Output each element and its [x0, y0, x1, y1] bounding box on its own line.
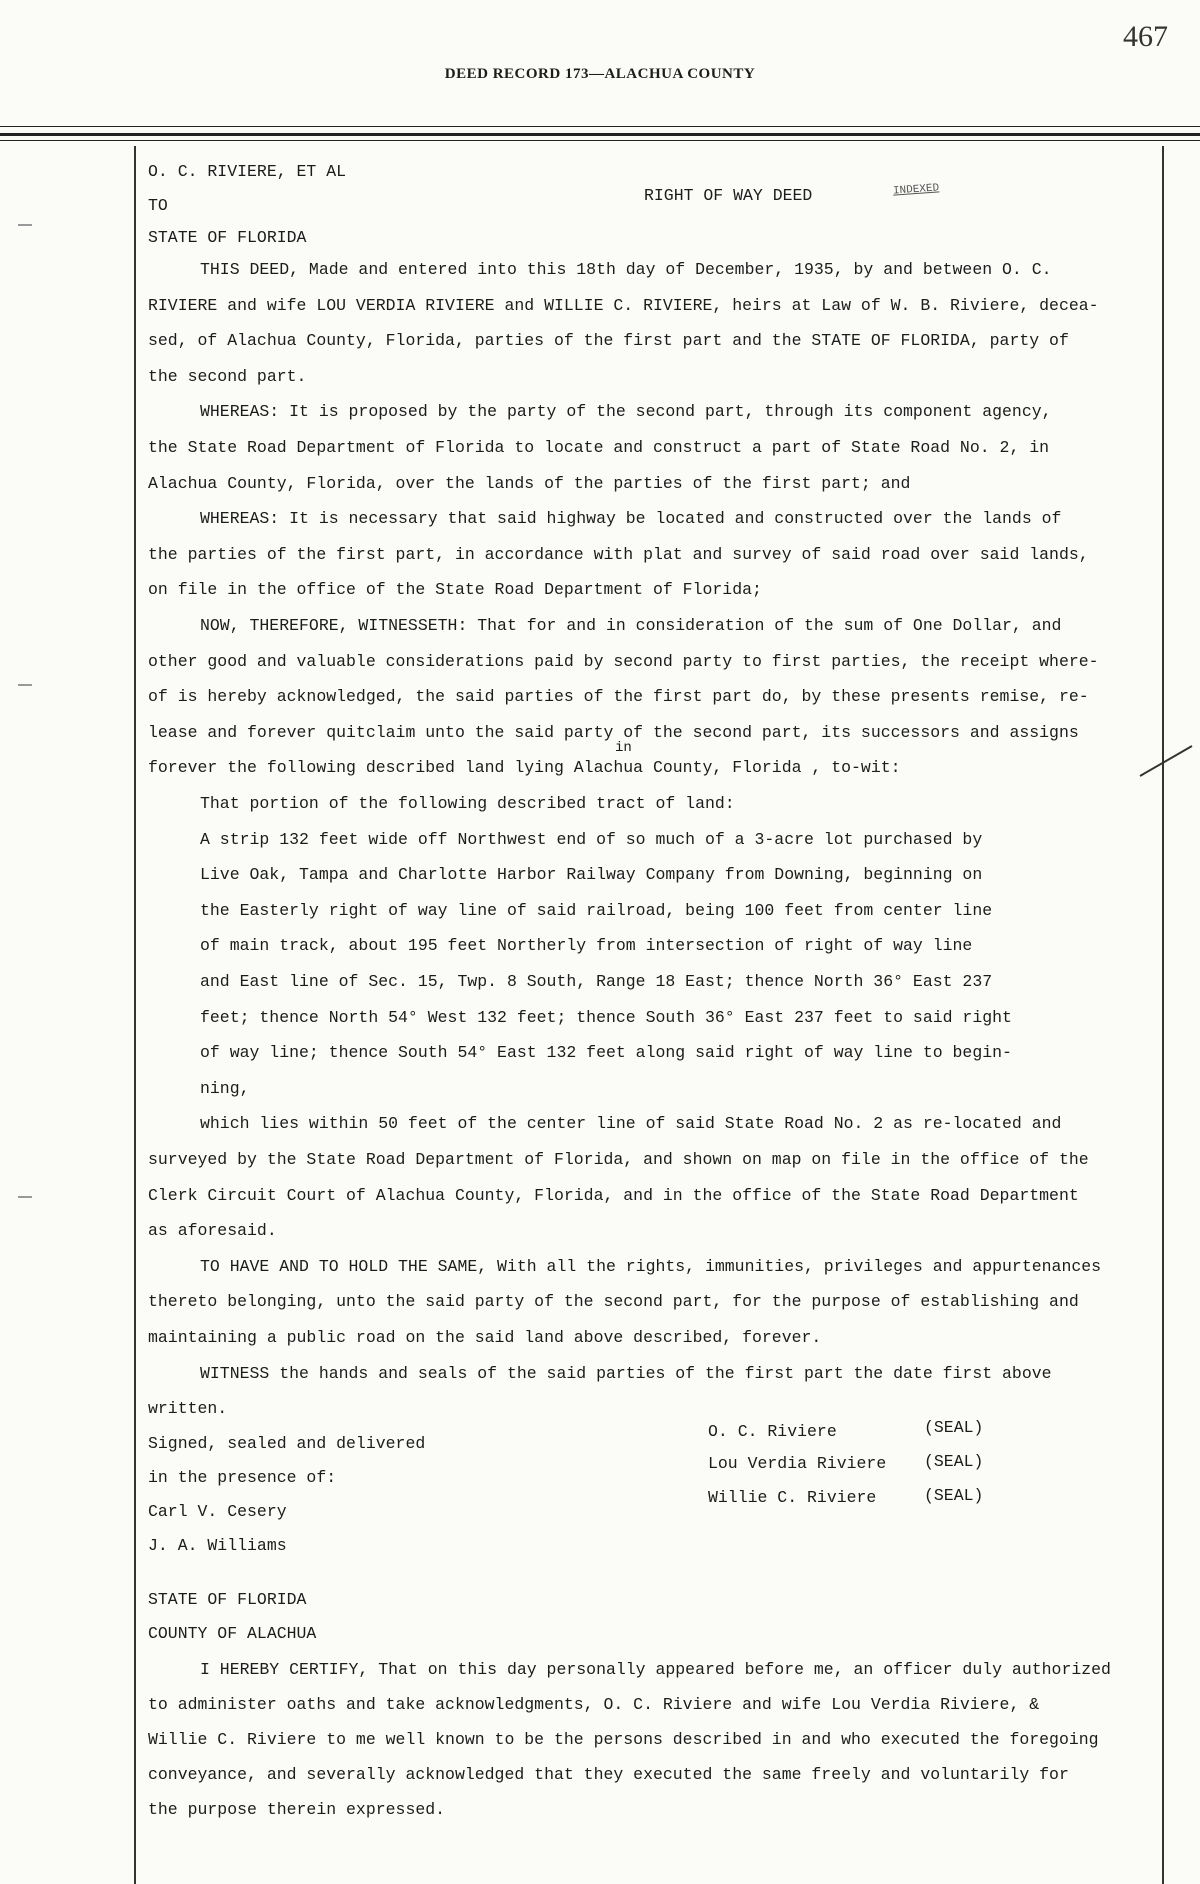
deed-body-line: the second part. — [148, 366, 307, 386]
top-rule-thick — [0, 133, 1200, 136]
inserted-word: in — [615, 740, 632, 756]
deed-body-line: maintaining a public road on the said land above described, forever. — [148, 1328, 822, 1347]
top-rule — [0, 126, 1200, 127]
deed-body-line: WHEREAS: It is necessary that said highway be located and constructed over the lands of — [200, 509, 1062, 529]
to-label: TO — [148, 196, 168, 215]
signature-name: Willie C. Riviere — [708, 1488, 877, 1507]
deed-body-line: THIS DEED, Made and entered into this 18th day of December, 1935, by and between O. C. — [200, 260, 1052, 279]
deed-body-line: NOW, THEREFORE, WITNESSETH: That for and in consideration of the sum of One Dollar, and — [200, 616, 1062, 635]
ack-county: COUNTY OF ALACHUA — [148, 1624, 317, 1643]
margin-tick — [18, 1196, 32, 1198]
deed-body-line: of main track, about 195 feet Northerly from intersection of right of way line — [200, 936, 973, 956]
witness-line-1: Signed, sealed and delivered — [148, 1434, 426, 1453]
top-rule-lower — [0, 140, 1200, 141]
deed-body-line: thereto belonging, unto the said party of the second part, for the purpose of establishing and — [148, 1292, 1079, 1312]
deed-body-line: the State Road Department of Florida to locate and construct a part of State Road No. 2, in — [148, 438, 1050, 457]
ack-line: I HEREBY CERTIFY, That on this day personally appeared before me, an officer duly authorized — [200, 1660, 1111, 1679]
deed-body-line: Alachua County, Florida, over the lands of the parties of the first part; and — [148, 473, 911, 493]
deed-body-line: surveyed by the State Road Department of Florida, and shown on map on file in the office of the — [148, 1150, 1089, 1169]
signature-name: Lou Verdia Riviere — [708, 1454, 887, 1473]
right-margin-line — [1162, 146, 1164, 1884]
indexed-stamp: INDEXED — [892, 182, 940, 198]
grantee: STATE OF FLORIDA — [148, 228, 307, 247]
deed-body-line: as aforesaid. — [148, 1221, 277, 1241]
margin-slash — [1140, 745, 1193, 777]
witness-line-2: in the presence of: — [148, 1468, 337, 1487]
deed-body-line: forever the following described land lying Alachua County, Florida , to-wit: — [148, 758, 901, 778]
ack-line: conveyance, and severally acknowledged that they executed the same freely and voluntarily for — [148, 1765, 1069, 1784]
deed-body-line: written. — [148, 1399, 228, 1419]
deed-body-line: RIVIERE and wife LOU VERDIA RIVIERE and WILLIE C. RIVIERE, heirs at Law of W. B. Riviere, decea- — [148, 295, 1099, 315]
signature-name: O. C. Riviere — [708, 1422, 837, 1441]
deed-body-line: other good and valuable considerations paid by second party to first parties, the receipt where- — [148, 651, 1099, 671]
deed-body-line: and East line of Sec. 15, Twp. 8 South, Range 18 East; thence North 36° East 237 — [200, 972, 993, 991]
ack-line: to administer oaths and take acknowledgments, O. C. Riviere and wife Lou Verdia Riviere, & — [148, 1695, 1040, 1714]
deed-body-line: of way line; thence South 54° East 132 feet along said right of way line to begin- — [200, 1043, 1012, 1063]
deed-body-line: sed, of Alachua County, Florida, parties of the first part and the STATE OF FLORIDA, party of — [148, 331, 1069, 351]
witness-name: Carl V. Cesery — [148, 1502, 287, 1521]
ack-line: Willie C. Riviere to me well known to be the persons described in and who executed the foregoing — [148, 1730, 1099, 1749]
deed-body-line: That portion of the following described tract of land: — [200, 794, 735, 813]
deed-body-line: lease and forever quitclaim unto the said party of the second part, its successors and assigns — [148, 722, 1079, 742]
deed-body-line: A strip 132 feet wide off Northwest end of so much of a 3-acre lot purchased by — [200, 829, 983, 849]
deed-body-line: ning, — [200, 1078, 250, 1098]
signature-seal: (SEAL) — [924, 1486, 984, 1505]
page-number: 467 — [1123, 20, 1168, 53]
witness-name: J. A. Williams — [148, 1536, 287, 1555]
deed-body-line: WHEREAS: It is proposed by the party of the second part, through its component agency, — [200, 402, 1052, 422]
deed-body-line: on file in the office of the State Road Department of Florida; — [148, 580, 762, 600]
deed-body-line: WITNESS the hands and seals of the said parties of the first part the date first above — [200, 1363, 1052, 1383]
ack-line: the purpose therein expressed. — [148, 1800, 446, 1819]
running-head: DEED RECORD 173—ALACHUA COUNTY — [444, 66, 756, 82]
signature-seal: (SEAL) — [924, 1418, 984, 1437]
ack-state: STATE OF FLORIDA — [148, 1590, 307, 1609]
deed-body-line: the parties of the first part, in accordance with plat and survey of said road over said lands, — [148, 544, 1089, 564]
deed-body-line: the Easterly right of way line of said railroad, being 100 feet from center line — [200, 900, 993, 920]
left-margin-line — [134, 146, 136, 1884]
deed-body-line: of is hereby acknowledged, the said parties of the first part do, by these presents remise, re- — [148, 687, 1089, 707]
deed-body-line: Live Oak, Tampa and Charlotte Harbor Railway Company from Downing, beginning on — [200, 865, 983, 885]
deed-body-line: which lies within 50 feet of the center line of said State Road No. 2 as re-located and — [200, 1114, 1062, 1134]
margin-tick — [18, 224, 32, 226]
deed-type: RIGHT OF WAY DEED — [644, 186, 813, 205]
grantor: O. C. RIVIERE, ET AL — [148, 162, 347, 181]
signature-seal: (SEAL) — [924, 1452, 984, 1471]
margin-tick — [18, 684, 32, 686]
deed-body-line: feet; thence North 54° West 132 feet; thence South 36° East 237 feet to said right — [200, 1007, 1012, 1027]
deed-body-line: TO HAVE AND TO HOLD THE SAME, With all the rights, immunities, privileges and appurtenances — [200, 1256, 1102, 1276]
deed-body-line: Clerk Circuit Court of Alachua County, Florida, and in the office of the State Road Department — [148, 1185, 1079, 1205]
